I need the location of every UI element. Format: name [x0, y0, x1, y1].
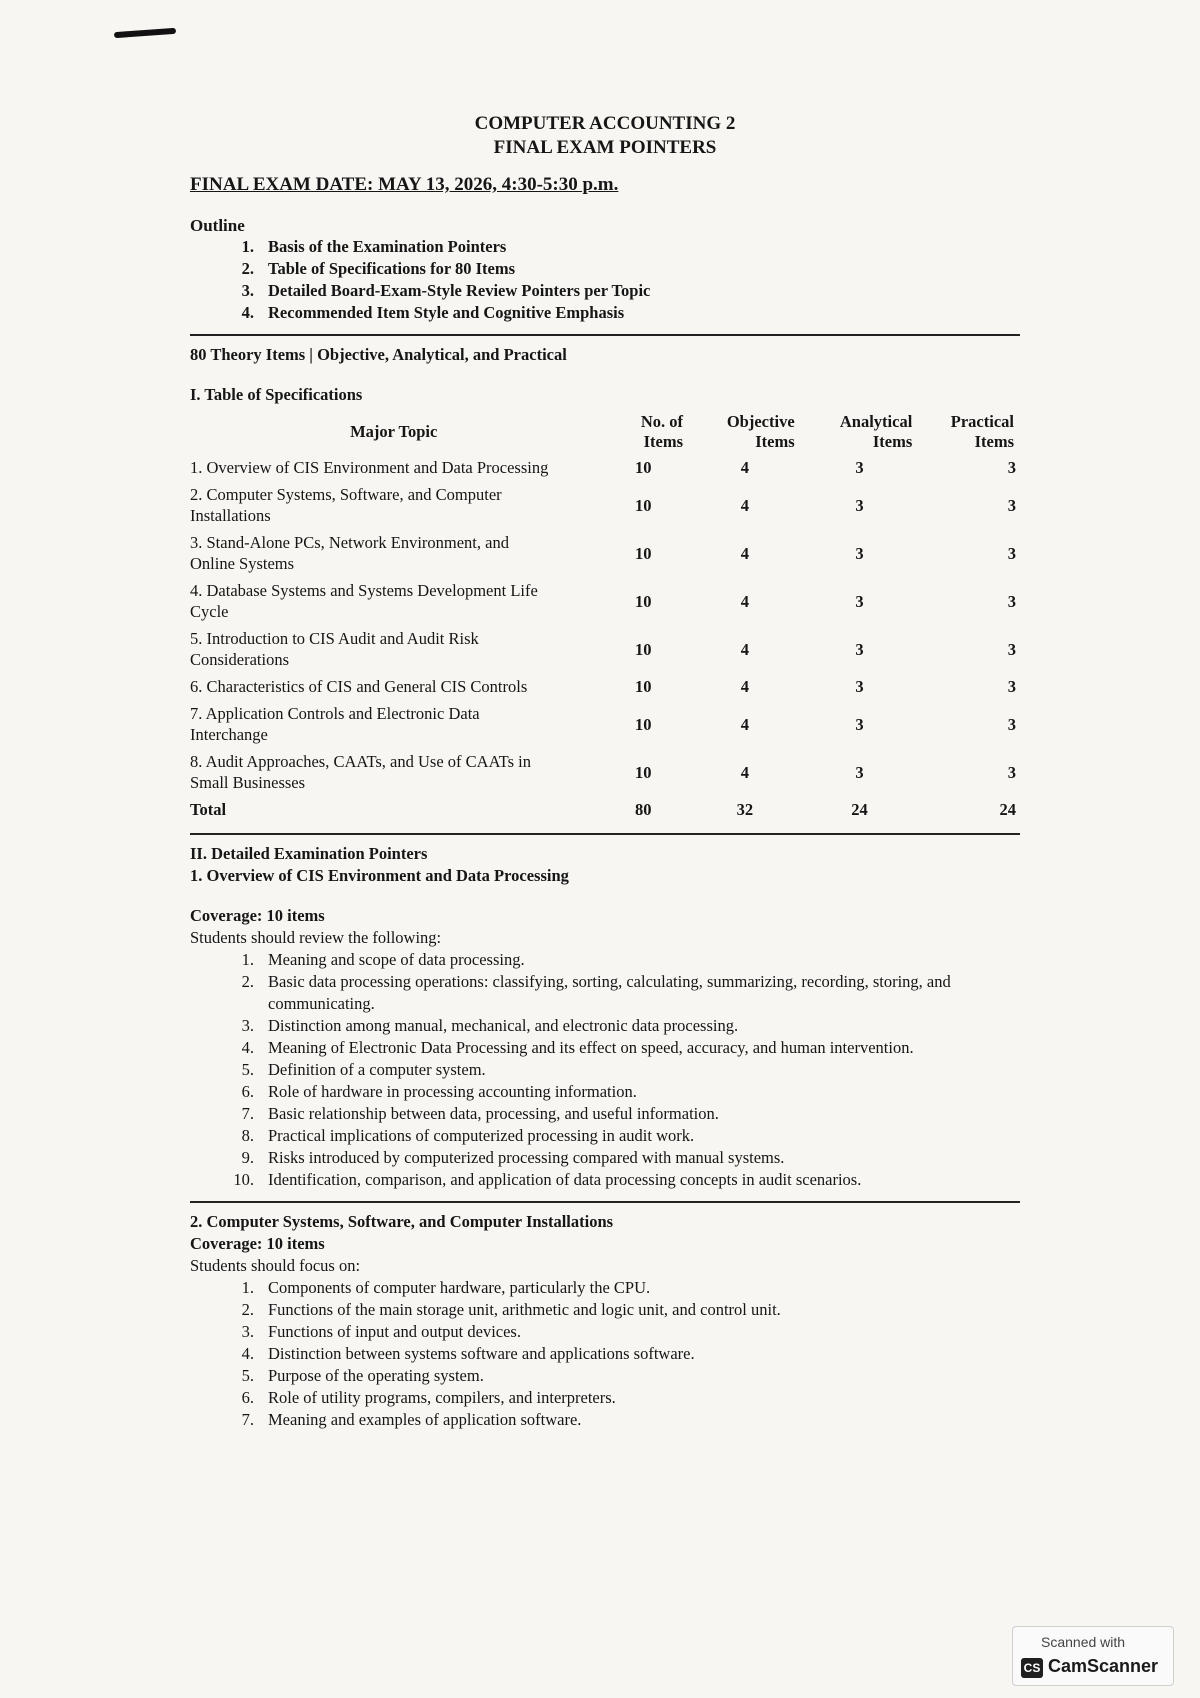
cell-objective: 4 [740, 495, 749, 515]
list-item-text: Risks introduced by computerized processing compared with manual systems. [268, 1148, 785, 1167]
list-item [190, 1321, 1020, 1343]
list-item-text: Identification, comparison, and application of data processing concepts in audit scenarios. [268, 1170, 862, 1189]
list-item-text: Table of Specifications for 80 Items [268, 259, 516, 278]
camscanner-watermark [1012, 1626, 1174, 1686]
cell-items: 10 [634, 495, 652, 515]
list-item-number: 2. [241, 1300, 254, 1319]
cell-analytical: 3 [855, 458, 864, 477]
camscanner-logo-icon: CS [1021, 1658, 1043, 1678]
scan-pen-mark [114, 28, 176, 38]
col-header-practical: Practical Items [950, 412, 1014, 451]
cell-practical: 24 [999, 800, 1016, 819]
table-row [190, 481, 1020, 529]
divider [190, 833, 1020, 835]
cell-analytical: 3 [855, 495, 864, 515]
list-item-text: Meaning and scope of data processing. [268, 950, 525, 969]
table-row [190, 625, 1020, 673]
cell-analytical: 3 [855, 714, 864, 734]
table-row [190, 700, 1020, 748]
list-item-text: Recommended Item Style and Cognitive Emphasis [268, 303, 625, 322]
list-item-text: Role of hardware in processing accounting information. [268, 1082, 637, 1101]
cell-objective: 4 [740, 591, 749, 611]
list-item [190, 1169, 1020, 1191]
col-header-analytical: Analytical Items [839, 412, 913, 451]
watermark-brand-name: CamScanner [1048, 1656, 1159, 1676]
list-item [190, 1365, 1020, 1387]
list-item-text: Basic data processing operations: classifying, sorting, calculating, summarizing, recording, storing, and communicating. [268, 972, 951, 1013]
list-item-number: 1. [241, 237, 254, 256]
topic-1-coverage: Coverage: 10 items [190, 906, 325, 925]
document-page [190, 112, 1020, 1431]
theory-items-line: 80 Theory Items | Objective, Analytical, and Practical [190, 345, 567, 364]
cell-practical: 3 [1007, 677, 1016, 696]
cell-practical: 3 [1007, 591, 1016, 611]
cell-items: 10 [634, 762, 652, 782]
cell-objective: 4 [740, 677, 749, 696]
list-item-text: Role of utility programs, compilers, and interpreters. [268, 1388, 616, 1407]
table-row [190, 529, 1020, 577]
list-item-number: 4. [241, 1344, 254, 1363]
topic-2-intro: Students should focus on: [190, 1256, 361, 1275]
outline-heading: Outline [190, 216, 245, 235]
list-item [190, 949, 1020, 971]
cell-items: 10 [634, 591, 652, 611]
cell-topic: 6. Characteristics of CIS and General CIS Controls [190, 677, 528, 696]
list-item-number: 1. [241, 1278, 254, 1297]
cell-items: 80 [634, 800, 652, 819]
outline-item [190, 258, 1020, 280]
list-item-text: Basic relationship between data, processing, and useful information. [268, 1104, 719, 1123]
cell-items: 10 [634, 677, 652, 696]
list-item-text: Detailed Board-Exam-Style Review Pointers per Topic [268, 281, 651, 300]
cell-topic: Total [190, 800, 227, 819]
cell-analytical: 24 [851, 800, 868, 819]
list-item-text: Components of computer hardware, particularly the CPU. [268, 1278, 651, 1297]
list-item-text: Definition of a computer system. [268, 1060, 486, 1079]
list-item-number: 4. [241, 1038, 254, 1057]
cell-topic: 2. Computer Systems, Software, and Computer Installations [190, 485, 502, 525]
list-item-number: 4. [241, 303, 254, 322]
topic-2-list [190, 1277, 1020, 1431]
cell-analytical: 3 [855, 591, 864, 611]
list-item-number: 6. [241, 1082, 254, 1101]
list-item-text: Practical implications of computerized processing in audit work. [268, 1126, 695, 1145]
topic-2-coverage: Coverage: 10 items [190, 1234, 325, 1253]
topic-1-title: 1. Overview of CIS Environment and Data Processing [190, 866, 569, 885]
table-total-row [190, 796, 1020, 823]
cell-analytical: 3 [855, 639, 864, 659]
list-item-text: Functions of input and output devices. [268, 1322, 521, 1341]
list-item [190, 1387, 1020, 1409]
outline-item [190, 236, 1020, 258]
cell-items: 10 [634, 639, 652, 659]
list-item [190, 1103, 1020, 1125]
watermark-top-text: Scanned with [1041, 1634, 1126, 1650]
list-item-text: Distinction between systems software and applications software. [268, 1344, 695, 1363]
col-header-items: No. of Items [640, 412, 684, 451]
cell-practical: 3 [1007, 639, 1016, 659]
list-item [190, 1147, 1020, 1169]
list-item-text: Distinction among manual, mechanical, and electronic data processing. [268, 1016, 739, 1035]
list-item-number: 3. [241, 1016, 254, 1035]
cell-topic: 4. Database Systems and Systems Development Life Cycle [190, 581, 538, 621]
list-item [190, 1125, 1020, 1147]
cell-items: 10 [634, 458, 652, 477]
topic-2-title: 2. Computer Systems, Software, and Computer Installations [190, 1212, 614, 1231]
topic-1-intro: Students should review the following: [190, 928, 442, 947]
title-line-1: COMPUTER ACCOUNTING 2 [474, 113, 736, 134]
list-item [190, 1081, 1020, 1103]
topic-1-list [190, 949, 1020, 1191]
list-item [190, 1343, 1020, 1365]
cell-analytical: 3 [855, 762, 864, 782]
cell-items: 10 [634, 714, 652, 734]
outline-list [190, 236, 1020, 324]
cell-analytical: 3 [855, 543, 864, 563]
list-item-number: 1. [241, 950, 254, 969]
cell-objective: 32 [736, 800, 754, 819]
list-item-number: 3. [241, 281, 254, 300]
list-item-text: Meaning of Electronic Data Processing and its effect on speed, accuracy, and human intervention. [268, 1038, 914, 1057]
list-item [190, 1059, 1020, 1081]
table-row [190, 577, 1020, 625]
list-item-text: Basis of the Examination Pointers [268, 237, 507, 256]
list-item-number: 2. [241, 972, 254, 991]
title-line-2: FINAL EXAM POINTERS [493, 137, 717, 158]
col-header-objective: Objective Items [726, 412, 795, 451]
section-2-heading: II. Detailed Examination Pointers [190, 844, 428, 863]
cell-practical: 3 [1007, 458, 1016, 477]
list-item-text: Meaning and examples of application software. [268, 1410, 582, 1429]
cell-objective: 4 [740, 762, 749, 782]
list-item-number: 8. [241, 1126, 254, 1145]
list-item-number: 9. [241, 1148, 254, 1167]
list-item [190, 971, 1020, 1015]
list-item-number: 2. [241, 259, 254, 278]
outline-item [190, 302, 1020, 324]
list-item [190, 1277, 1020, 1299]
cell-practical: 3 [1007, 714, 1016, 734]
list-item-number: 7. [241, 1104, 254, 1123]
table-row [190, 454, 1020, 481]
list-item [190, 1299, 1020, 1321]
table-body [190, 454, 1020, 823]
list-item-number: 6. [241, 1388, 254, 1407]
table-row [190, 673, 1020, 700]
cell-topic: 7. Application Controls and Electronic Data Interchange [190, 704, 480, 744]
list-item [190, 1015, 1020, 1037]
tos-heading: I. Table of Specifications [190, 385, 363, 404]
cell-analytical: 3 [855, 677, 864, 696]
col-header-topic: Major Topic [350, 422, 438, 441]
table-of-specifications [190, 410, 1020, 823]
list-item-number: 5. [241, 1060, 254, 1079]
cell-topic: 5. Introduction to CIS Audit and Audit Risk Considerations [190, 629, 479, 669]
list-item-number: 10. [233, 1170, 254, 1189]
cell-items: 10 [634, 543, 652, 563]
cell-objective: 4 [740, 543, 749, 563]
list-item-number: 5. [241, 1366, 254, 1385]
cell-objective: 4 [740, 458, 749, 477]
cell-practical: 3 [1007, 495, 1016, 515]
table-header-row [190, 410, 1020, 454]
cell-objective: 4 [740, 714, 749, 734]
list-item-number: 3. [241, 1322, 254, 1341]
cell-topic: 3. Stand-Alone PCs, Network Environment, and Online Systems [190, 533, 509, 573]
cell-topic: 1. Overview of CIS Environment and Data Processing [190, 458, 549, 477]
cell-objective: 4 [740, 639, 749, 659]
divider [190, 1201, 1020, 1203]
outline-item [190, 280, 1020, 302]
table-row [190, 748, 1020, 796]
list-item [190, 1409, 1020, 1431]
cell-topic: 8. Audit Approaches, CAATs, and Use of CAATs in Small Businesses [190, 752, 531, 792]
divider [190, 334, 1020, 336]
list-item [190, 1037, 1020, 1059]
list-item-number: 7. [241, 1410, 254, 1429]
list-item-text: Functions of the main storage unit, arithmetic and logic unit, and control unit. [268, 1300, 781, 1319]
cell-practical: 3 [1007, 543, 1016, 563]
cell-practical: 3 [1007, 762, 1016, 782]
document-title [190, 112, 1020, 160]
list-item-text: Purpose of the operating system. [268, 1366, 484, 1385]
exam-date: FINAL EXAM DATE: MAY 13, 2026, 4:30-5:30 p.m. [190, 174, 619, 195]
